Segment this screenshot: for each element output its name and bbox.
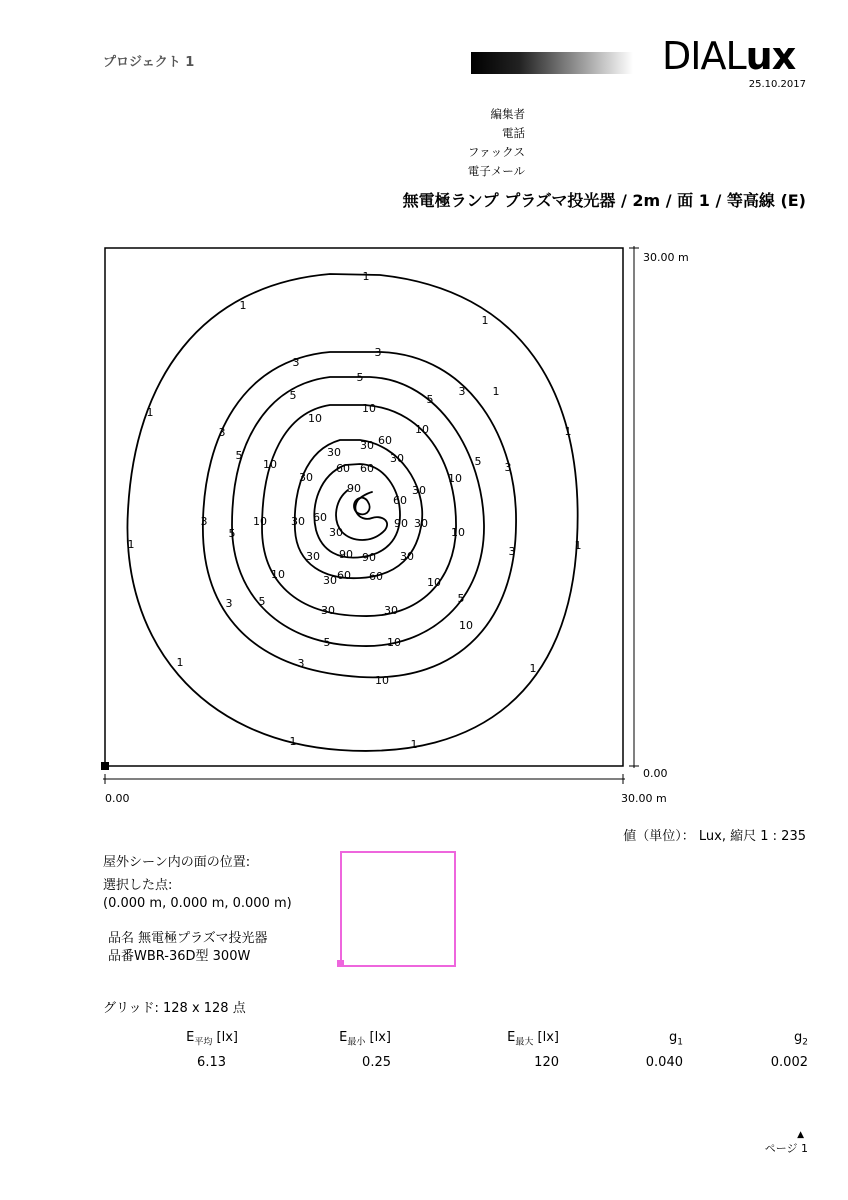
contour-label: 90 [347,482,361,495]
contour-line-5 [232,377,484,646]
contour-label: 1 [127,538,135,551]
contour-label: 10 [448,472,462,485]
contour-label: 3 [200,515,208,528]
contour-label: 1 [492,385,500,398]
stat-value-e-max: 120 [534,1055,559,1070]
stat-value-g1: 0.040 [645,1055,683,1070]
contour-label: 1 [529,662,537,675]
stat-value-e-min: 0.25 [362,1055,391,1070]
contour-label: 1 [239,299,247,312]
values-unit-scale: 値（単位）： Lux, 縮尺 1 : 235 [623,829,806,844]
contour-label: 3 [218,426,226,439]
contour-label: 30 [400,550,414,563]
contour-label: 60 [360,462,374,475]
contact-editor: 編集者 [490,107,525,121]
page-number: ページ 1 [764,1142,808,1155]
contour-label: 3 [292,356,300,369]
origin-marker [101,762,109,770]
contour-label: 1 [410,738,418,751]
contour-label: 30 [321,604,335,617]
contour-label: 3 [225,597,233,610]
stat-value-g2: 0.002 [770,1055,808,1070]
contour-label: 10 [387,636,401,649]
contour-label: 1 [176,656,184,669]
contour-label: 5 [258,595,266,608]
contour-label: 30 [299,471,313,484]
product-name: 品名 無電極プラズマ投光器 [108,931,268,946]
contour-label: 5 [457,592,465,605]
x-axis-left-label: 0.00 [105,792,130,805]
x-axis-right-label: 30.00 m [621,792,667,805]
contour-label: 3 [297,657,305,670]
contour-label: 60 [378,434,392,447]
contour-label: 30 [306,550,320,563]
contour-line-1 [127,274,577,751]
contour-label: 3 [458,385,466,398]
scene-selected-point-marker [337,960,344,967]
contour-label: 10 [375,674,389,687]
contact-email: 電子メール [467,164,525,178]
logo-suffix: ux [745,34,796,78]
contour-label: 10 [415,423,429,436]
contour-label: 60 [369,570,383,583]
contour-label: 10 [451,526,465,539]
selected-point-coordinates: (0.000 m, 0.000 m, 0.000 m) [103,896,292,911]
contour-label: 1 [362,270,370,283]
contour-label: 30 [291,515,305,528]
page-up-arrow-icon: ▲ [797,1130,804,1140]
contour-label: 3 [374,346,382,359]
contour-label: 10 [427,576,441,589]
stat-header-e-avg: $E_{平均}$ [lx] [186,1030,238,1048]
y-axis-bottom-label: 0.00 [643,767,668,780]
stat-header-e-min: $E_{最小}$ [lx] [339,1030,391,1048]
contour-label: 10 [308,412,322,425]
selected-point-label: 選択した点: [103,878,173,893]
contour-label: 5 [426,393,434,406]
contour-label: 60 [336,462,350,475]
contact-phone: 電話 [502,126,525,140]
scene-position-diagram [340,851,456,967]
logo-prefix: DIAL [662,34,746,78]
contour-label: 5 [356,371,364,384]
contour-label: 10 [362,402,376,415]
contour-label: 10 [459,619,473,632]
contour-label: 30 [360,439,374,452]
product-number: 品番WBR-36D型 300W [108,949,251,964]
contour-label: 30 [390,452,404,465]
contour-label: 5 [228,527,236,540]
contour-label: 90 [362,551,376,564]
contour-label: 30 [327,446,341,459]
contour-label: 1 [574,539,582,552]
contour-label: 1 [564,425,572,438]
stat-header-e-max: $E_{最大}$ [lx] [507,1030,559,1048]
stat-header-g2: $g_2$ [794,1030,808,1048]
contour-label: 30 [384,604,398,617]
stat-header-g1: $g_1$ [669,1030,683,1048]
contour-label: 5 [235,449,243,462]
y-axis-top-label: 30.00 m [643,251,689,264]
scene-position-label: 屋外シーン内の面の位置: [103,855,251,870]
contour-label: 5 [289,389,297,402]
contour-label: 10 [263,458,277,471]
report-date: 25.10.2017 [748,79,806,90]
contour-label: 60 [313,511,327,524]
contour-label: 30 [412,484,426,497]
project-name: プロジェクト 1 [103,55,195,70]
contour-label: 5 [323,636,331,649]
plot-frame [105,248,623,766]
contour-label: 30 [414,517,428,530]
contour-label: 10 [271,568,285,581]
contour-label: 5 [474,455,482,468]
contour-lines [127,274,577,751]
contour-line-60 [314,464,400,558]
contour-label: 90 [339,548,353,561]
grid-info: グリッド: 128 x 128 点 [103,1001,246,1016]
page-title: 無電極ランプ プラズマ投光器 / 2m / 面 1 / 等高線 (E) [402,191,806,210]
contour-label: 3 [508,545,516,558]
contour-label: 1 [481,314,489,327]
contact-fax: ファックス [467,145,525,159]
contour-label: 60 [337,569,351,582]
contour-label: 1 [146,406,154,419]
contour-label: 30 [323,574,337,587]
contour-label: 3 [504,461,512,474]
contour-label: 1 [289,735,297,748]
stat-value-e-avg: 6.13 [197,1055,226,1070]
contour-label: 30 [329,526,343,539]
contour-line-120 [354,498,370,515]
contour-label: 10 [253,515,267,528]
contour-label: 60 [393,494,407,507]
contour-label: 90 [394,517,408,530]
